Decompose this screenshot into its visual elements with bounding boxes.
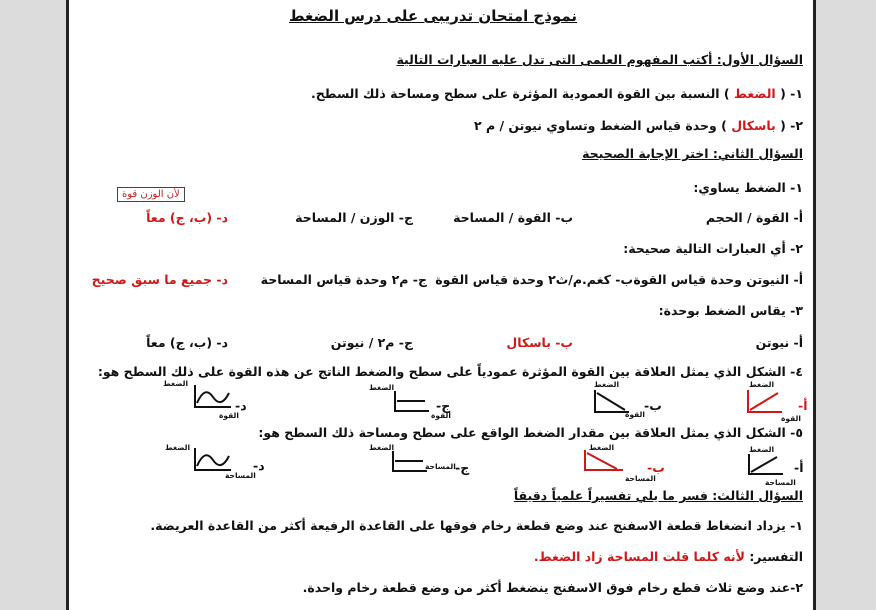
q2-stem-5: ٥- الشكل الذي يمثل العلاقة بين مقدار الضغط الواقع على سطح ومساحة ذلك السطح هو: — [258, 425, 803, 440]
option-d: د- — [235, 398, 247, 413]
graph-flat-icon — [391, 389, 431, 415]
option-c: ج- م٢ وحدة قياس المساحة — [260, 272, 427, 287]
q1-heading: السؤال الأول: أكتب المفهوم العلمى التى تدل عليه العبارات التالية — [396, 52, 803, 67]
graph-rising-icon — [745, 452, 785, 478]
option-c: ج- — [455, 460, 470, 475]
option-c: ج- الوزن / المساحة — [295, 210, 413, 225]
graph-falling-icon — [581, 448, 625, 474]
option-a: أ- نيوتن — [755, 335, 803, 350]
option-b: ب- باسكال — [506, 335, 573, 350]
explanation — [534, 549, 803, 565]
option-a: أ- النيوتن وحدة قياس القوة — [633, 272, 803, 287]
option-c: ج- — [436, 398, 451, 413]
q1-item-2: ٢- ( باسكال ) وحدة قياس الضغط وتساوي نيوتن / م ٢ — [473, 118, 803, 133]
option-d: د- (ب، ج) معاً — [146, 210, 228, 225]
answer-text: باسكال — [731, 118, 776, 133]
option-b: ب- — [644, 398, 662, 413]
q2-stem-4: ٤- الشكل الذي يمثل العلاقة بين القوة المؤثرة عمودياً على سطح والضغط الناتج عن هذه القوة على ذلك السطح هو: — [97, 364, 803, 379]
graph-wave-icon — [191, 383, 233, 411]
q2-stem-2: ٢- أي العبارات التالية صحيحة: — [623, 241, 803, 256]
q3-heading: السؤال الثالث: فسر ما يلي تفسيراً علمياً دقيقاً — [513, 488, 803, 503]
q2-heading: السؤال الثاني: اختر الإجابة الصحيحة — [582, 146, 803, 161]
page-title: نموذج امتحان تدريبى على درس الضغط — [289, 7, 578, 25]
option-b: ب- القوة / المساحة — [453, 210, 573, 225]
explanation-answer: لأنه كلما قلت المساحة زاد الضغط. — [533, 549, 745, 564]
option-d: د- جميع ما سبق صحيح — [91, 272, 228, 287]
q3-item-1: ١- يزداد انضغاط قطعة الاسفنج عند وضع قطعة رخام فوقها على القاعدة الرفيعة أكثر من القاعدة العريضة. — [150, 518, 803, 533]
option-a: أ- القوة / الحجم — [705, 210, 803, 225]
graph-flat-icon — [389, 449, 429, 475]
answer-text: الضغط — [733, 86, 776, 101]
q3-item-2: ٢-عند وضع ثلاث قطع رخام فوق الاسفنج ينضغط أكثر من وضع قطعة رخام واحدة. — [302, 580, 803, 595]
explanation-label: التفسير: — [749, 549, 803, 564]
option-b: ب- — [647, 460, 665, 475]
option-b: ب- كغم.م/ث٢ وحدة قياس القوة — [435, 272, 633, 287]
graph-wave-icon — [191, 446, 233, 474]
q2-stem-3: ٣- يقاس الضغط بوحدة: — [658, 303, 803, 318]
option-c: ج- م٢ / نيوتن — [330, 335, 413, 350]
option-a: أ- — [798, 398, 808, 413]
option-d: د- (ب، ج) معاً — [146, 335, 228, 350]
graph-rising-icon — [744, 388, 784, 416]
q2-stem-1: ١- الضغط يساوي: — [693, 180, 803, 195]
note-box: لأن الوزن قوة — [117, 187, 185, 202]
option-d: د- — [253, 458, 265, 473]
option-a: أ- — [794, 460, 804, 475]
q1-item-1: ١- ( الضغط ) النسبة بين القوة العمودية المؤثرة على سطح ومساحة ذلك السطح. — [311, 86, 803, 101]
worksheet-page: نموذج امتحان تدريبى على درس الضغط السؤال الأول: أكتب المفهوم العلمى التى تدل عليه العبارات التالية ١- ( الضغط ) النسبة بين القوة العمودية المؤثرة على سطح ومساحة ذلك السطح. ٢- ( باسكال ) وحدة قياس الضغط وتساوي نيوتن / م ٢ السؤال الثاني: اختر الإجابة الصحيحة ١- الضغط يساوي: لأن الوزن قوة أ- القوة / الحجم ب- القوة / المساحة ج- الوزن / المساحة د- (ب، ج) معاً ٢- أي العبارات التالية صحيحة: أ- النيوتن وحدة قياس القوة ب- كغم.م/ث٢ وحدة قياس القوة ج- م٢ وحدة قياس المساحة د- جميع ما سبق صحيح ٣- يقاس الضغط بوحدة: أ- نيوتن ب- باسكال ج- م٢ / نيوتن د- (ب، ج) معاً ٤- الشكل الذي يمثل العلاقة بين القوة المؤثرة عمودياً على سطح والضغط الناتج عن هذه القوة على ذلك السطح هو: أ- الضغط القوة ب- الضغط القوة ج- الضغط القوة د- الضغط القوة ٥- الشكل الذي يمثل العلاقة بين مقدار الضغط الواقع على سطح ومساحة ذلك السطح هو: أ- الضغط المساحة ب- الضغط المساحة ج- الضغط المساحة د- الضغط المساحة السؤال الثالث: فسر ما يلي تفسيراً علمياً دقيقاً ١- يزداد انضغاط قطعة الاسفنج عند وضع قطعة رخام فوقها على القاعدة الرفيعة أكثر من القاعدة العريضة. التفسير: لأنه كلما قلت المساحة زاد الضغط. ٢-عند وضع ثلاث قطع رخام فوق الاسفنج ينضغط أكثر من وضع قطعة رخام واحدة. — [66, 0, 816, 610]
